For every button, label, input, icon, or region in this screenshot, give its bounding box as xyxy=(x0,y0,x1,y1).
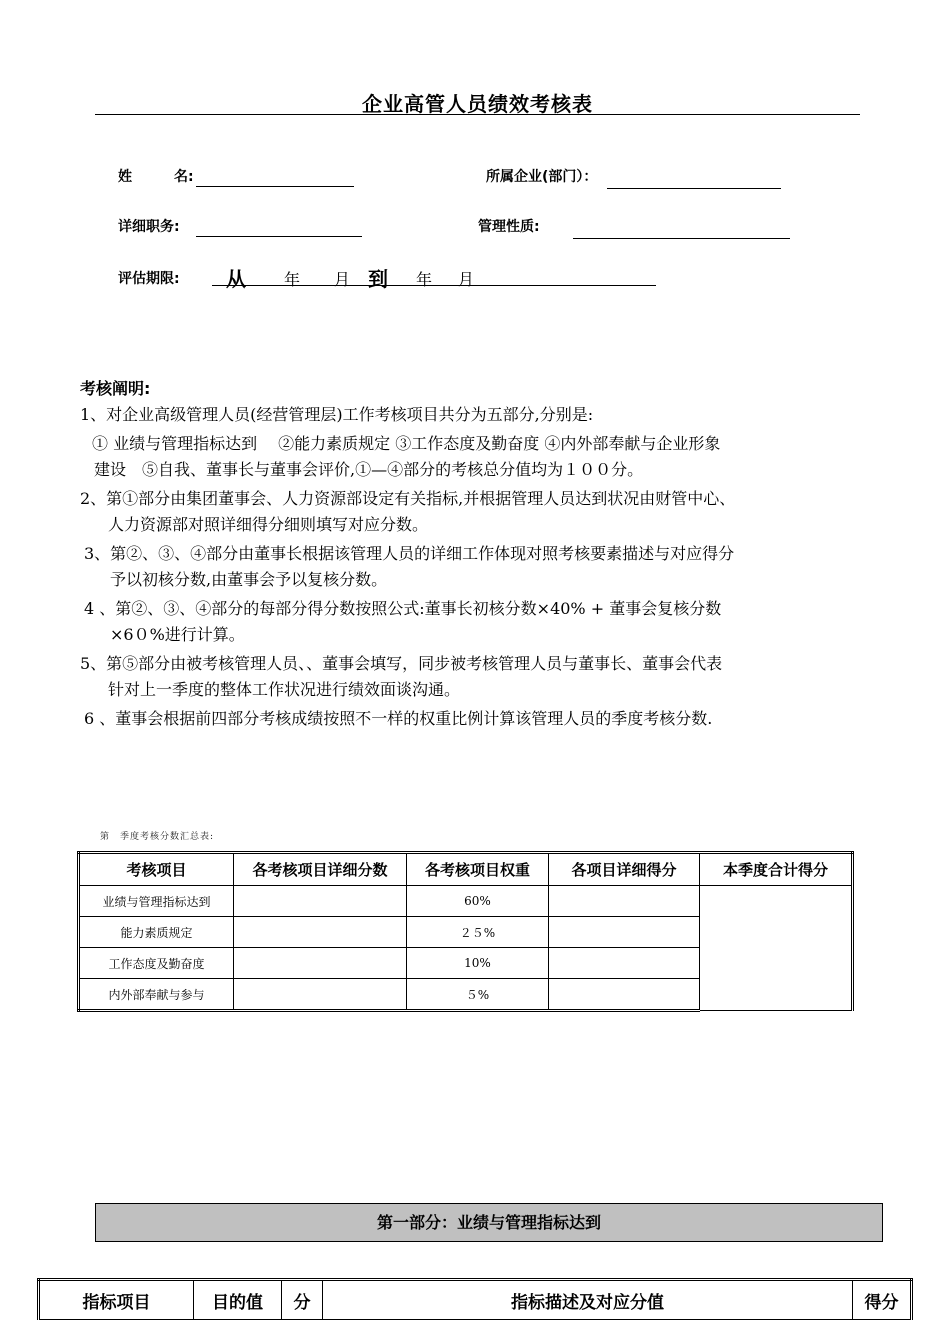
item-cell: 工作态度及勤奋度 xyxy=(79,948,234,979)
part1-header: 指标项目 xyxy=(39,1280,194,1320)
notes-line: 6 、董事会根据前四部分考核成绩按照不一样的权重比例计算该管理人员的季度考核分数. xyxy=(84,709,713,728)
period-label: 评估期限: xyxy=(118,271,180,287)
notes-line: 5、第⑤部分由被考核管理人员、、董事会填写，同步被考核管理人员与董事长、董事会代表 xyxy=(80,654,723,673)
summary-header: 各考核项目权重 xyxy=(407,853,549,886)
part1-header: 分 xyxy=(282,1280,323,1320)
summary-table xyxy=(77,851,854,1012)
period-from: 从 xyxy=(226,267,246,291)
notes-line: 2、第①部分由集团董事会、人力资源部设定有关指标,并根据管理人员达到状况由财管中心、 xyxy=(80,489,736,508)
position-label: 详细职务: xyxy=(118,219,180,235)
company-label: 所属企业(部门）： xyxy=(486,169,598,185)
weight-cell: ２５% xyxy=(407,917,549,948)
item-cell: 内外部奉献与参与 xyxy=(79,979,234,1011)
notes-line: 建设 ⑤自我、董事长与董事会评价,①—④部分的考核总分值均为１００分。 xyxy=(94,460,644,479)
table-row xyxy=(79,886,853,917)
part1-table xyxy=(37,1278,913,1320)
summary-header: 本季度合计得分 xyxy=(700,853,853,886)
item-score-cell[interactable] xyxy=(549,917,700,948)
name-label: 姓 名: xyxy=(118,169,194,185)
period-field[interactable] xyxy=(212,263,656,291)
period-month-1: 月 xyxy=(334,270,351,289)
detail-score-cell[interactable] xyxy=(234,917,407,948)
item-score-cell[interactable] xyxy=(549,886,700,917)
notes-line: 1、对企业高级管理人员(经营管理层)工作考核项目共分为五部分,分别是: xyxy=(80,405,594,424)
part1-header: 指标描述及对应分值 xyxy=(323,1280,853,1320)
page-title: 企业高管人员绩效考核表 xyxy=(362,92,593,116)
detail-score-cell[interactable] xyxy=(234,979,407,1011)
item-score-cell[interactable] xyxy=(549,948,700,979)
part1-header: 目的值 xyxy=(194,1280,282,1320)
period-underline xyxy=(212,285,656,286)
period-month-2: 月 xyxy=(458,270,475,289)
notes-line: 3、第②、③、④部分由董事长根据该管理人员的详细工作体现对照考核要素描述与对应得分 xyxy=(84,544,735,563)
summary-header: 各考核项目详细分数 xyxy=(234,853,407,886)
notes-heading: 考核阐明: xyxy=(80,379,151,398)
part1-header: 得分 xyxy=(853,1280,912,1320)
item-cell: 业绩与管理指标达到 xyxy=(79,886,234,917)
notes-line: 人力资源部对照详细得分细则填写对应分数。 xyxy=(108,515,429,534)
period-year-2: 年 xyxy=(416,270,433,289)
company-field[interactable] xyxy=(607,188,781,189)
summary-header-row xyxy=(79,853,853,886)
title-underline xyxy=(95,114,860,115)
detail-score-cell[interactable] xyxy=(234,948,407,979)
nature-field[interactable] xyxy=(573,238,790,239)
notes-line: ① 业绩与管理指标达到 ②能力素质规定 ③工作态度及勤奋度 ④内外部奉献与企业形象 xyxy=(92,434,721,453)
notes-line: ×6０%进行计算。 xyxy=(110,625,245,644)
summary-header: 各项目详细得分 xyxy=(549,853,700,886)
weight-cell: 60% xyxy=(407,886,549,917)
position-field[interactable] xyxy=(196,236,362,237)
period-to: 到 xyxy=(368,267,388,291)
notes-line: 4 、第②、③、④部分的每部分得分数按照公式:董事长初核分数×40% + 董事会复核分数 xyxy=(84,599,722,618)
summary-header: 考核项目 xyxy=(79,853,234,886)
name-field[interactable] xyxy=(196,186,354,187)
item-cell: 能力素质规定 xyxy=(79,917,234,948)
part1-header-row xyxy=(39,1280,912,1320)
quarter-total-cell[interactable] xyxy=(700,886,853,1011)
weight-cell: 10% xyxy=(407,948,549,979)
item-score-cell[interactable] xyxy=(549,979,700,1011)
nature-label: 管理性质: xyxy=(478,219,540,235)
weight-cell: ５% xyxy=(407,979,549,1011)
period-year-1: 年 xyxy=(284,270,301,289)
detail-score-cell[interactable] xyxy=(234,886,407,917)
notes-line: 针对上一季度的整体工作状况进行绩效面谈沟通。 xyxy=(108,680,461,699)
notes-line: 予以初核分数,由董事会予以复核分数。 xyxy=(110,570,388,589)
part1-title-bar: 第一部分：业绩与管理指标达到 xyxy=(95,1203,883,1242)
summary-caption: 第 季度考核分数汇总表: xyxy=(100,832,215,842)
